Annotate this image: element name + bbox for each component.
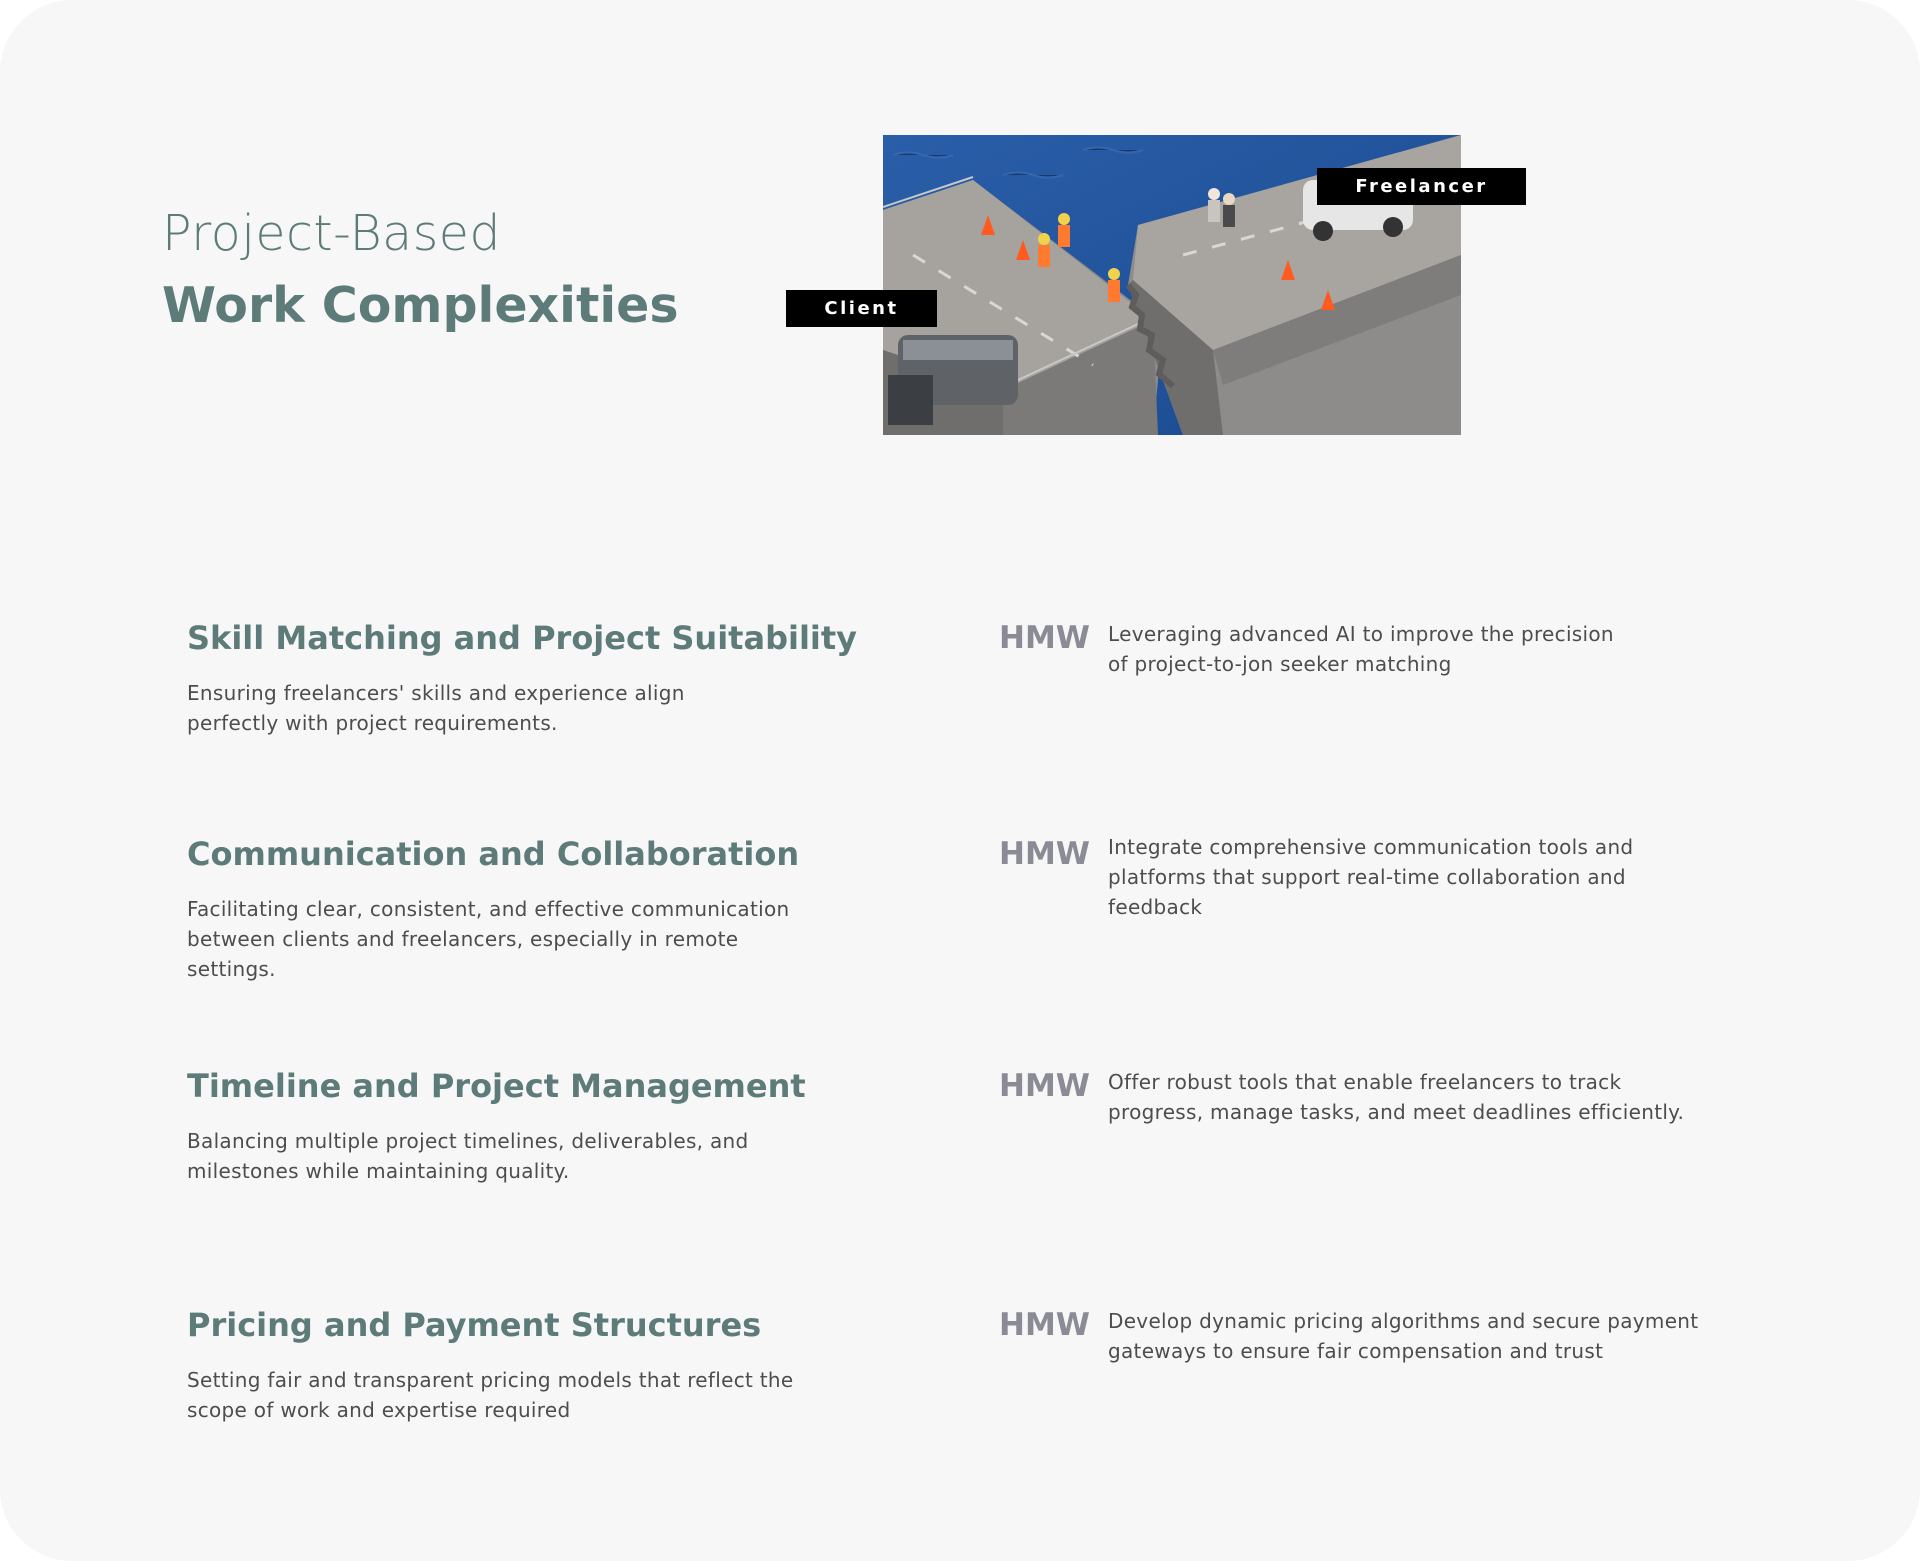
- hmw-line: Develop dynamic pricing algorithms and secure payment: [1108, 1309, 1699, 1333]
- hmw-text-skill-matching: [1108, 619, 1614, 679]
- hmw-line: progress, manage tasks, and meet deadlines efficiently.: [1108, 1100, 1685, 1124]
- desc-line: Setting fair and transparent pricing models that reflect the: [187, 1368, 794, 1392]
- hmw-text-timeline: [1108, 1067, 1684, 1127]
- desc-line: milestones while maintaining quality.: [187, 1159, 570, 1183]
- challenge-title-timeline: Timeline and Project Management: [187, 1067, 806, 1105]
- hmw-label: HMW: [999, 1307, 1090, 1343]
- hmw-line: Leveraging advanced AI to improve the precision: [1108, 622, 1614, 646]
- page-title: [162, 198, 679, 342]
- desc-line: Ensuring freelancers' skills and experience align: [187, 681, 685, 705]
- desc-line: Facilitating clear, consistent, and effective communication: [187, 897, 790, 921]
- page-title-line-2: Work Complexities: [162, 277, 679, 334]
- hmw-text-communication: [1108, 832, 1633, 922]
- challenge-desc-timeline: [187, 1126, 749, 1186]
- client-tag: Client: [786, 290, 937, 327]
- hmw-label: HMW: [999, 620, 1090, 656]
- challenge-title-communication: Communication and Collaboration: [187, 835, 800, 873]
- hmw-line: gateways to ensure fair compensation and trust: [1108, 1339, 1604, 1363]
- hmw-line: of project-to-jon seeker matching: [1108, 652, 1452, 676]
- hmw-text-pricing: [1108, 1306, 1698, 1366]
- page-title-line-1: Project-Based: [162, 205, 501, 262]
- hmw-label: HMW: [999, 1068, 1090, 1104]
- desc-line: between clients and freelancers, especially in remote: [187, 927, 739, 951]
- hmw-line: Integrate comprehensive communication tools and: [1108, 835, 1634, 859]
- challenge-title-skill-matching: Skill Matching and Project Suitability: [187, 619, 858, 657]
- desc-line: perfectly with project requirements.: [187, 711, 558, 735]
- desc-line: settings.: [187, 957, 276, 981]
- desc-line: Balancing multiple project timelines, deliverables, and: [187, 1129, 749, 1153]
- hmw-line: platforms that support real-time collaboration and: [1108, 865, 1626, 889]
- hmw-label: HMW: [999, 836, 1090, 872]
- challenge-desc-pricing: [187, 1365, 794, 1425]
- challenge-title-pricing: Pricing and Payment Structures: [187, 1306, 762, 1344]
- hmw-line: feedback: [1108, 895, 1203, 919]
- desc-line: scope of work and expertise required: [187, 1398, 571, 1422]
- challenge-desc-skill-matching: [187, 678, 685, 738]
- challenge-desc-communication: [187, 894, 790, 984]
- freelancer-tag: Freelancer: [1317, 168, 1526, 205]
- hmw-line: Offer robust tools that enable freelancers to track: [1108, 1070, 1622, 1094]
